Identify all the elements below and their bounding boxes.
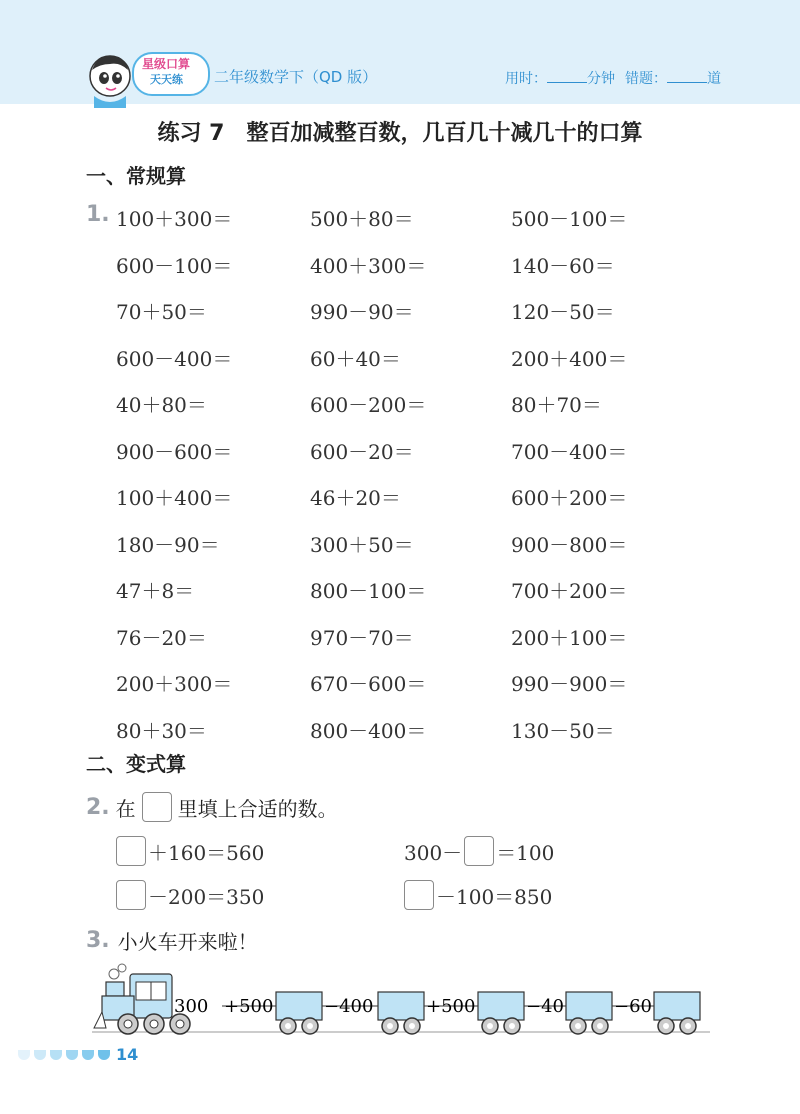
answer-box-4[interactable] [404, 880, 434, 910]
equation-4-text: －100＝850 [436, 884, 553, 909]
problem-r7-c2: 46＋20＝ [310, 486, 401, 510]
time-error-record [505, 68, 721, 88]
problem-r11-c2: 670－600＝ [310, 672, 427, 696]
page-number: 14 [116, 1045, 139, 1064]
answer-box-1[interactable] [116, 836, 146, 866]
problem-r7-c1: 100＋400＝ [116, 486, 233, 510]
answer-box-2[interactable] [464, 836, 494, 866]
equation-4 [404, 880, 552, 910]
problem-r5-c1: 40＋80＝ [116, 393, 207, 417]
errors-blank[interactable] [667, 70, 707, 83]
equation-2-text-before: 300－ [404, 840, 463, 865]
problem-r12-c2: 800－400＝ [310, 718, 427, 743]
question-1-number: 1. [86, 202, 110, 227]
problem-r1-c1: 100＋300＝ [116, 207, 233, 231]
question-3-number: 3. [86, 928, 110, 953]
problem-r5-c3: 80＋70＝ [511, 393, 602, 417]
problem-r12-c1: 80＋30＝ [116, 718, 207, 743]
problem-r9-c3: 700＋200＝ [511, 579, 628, 603]
answer-box-3[interactable] [116, 880, 146, 910]
problem-r1-c2: 500＋80＝ [310, 207, 414, 231]
train-car-4 [566, 992, 612, 1034]
page-title: 练习 7 整百加减整百数，几百几十减几十的口算 [157, 121, 643, 146]
problem-r3-c3: 120－50＝ [511, 300, 615, 324]
train-label-6: −60 [614, 996, 652, 1017]
train-car-3 [478, 992, 524, 1034]
time-blank[interactable] [547, 70, 587, 83]
train-car-1 [276, 992, 322, 1034]
problem-r9-c2: 800－100＝ [310, 579, 427, 603]
problem-r3-c1: 70＋50＝ [116, 300, 207, 324]
problem-r2-c3: 140－60＝ [511, 253, 615, 278]
problem-r8-c1: 180－90＝ [116, 532, 220, 557]
question-3-text: 小火车开来啦！ [117, 930, 258, 954]
problem-r11-c1: 200＋300＝ [116, 672, 233, 696]
problem-r7-c3: 600＋200＝ [511, 486, 628, 510]
time-unit: 分钟 [587, 71, 615, 87]
problem-r9-c1: 47＋8＝ [116, 579, 195, 603]
equation-2 [404, 836, 554, 866]
problem-r4-c3: 200＋400＝ [511, 346, 628, 371]
equation-3-text: －200＝350 [148, 884, 265, 909]
equation-2-text-after: ＝100 [496, 840, 555, 865]
question-2-text-before: 在 [115, 796, 136, 821]
section-heading-1: 一、常规算 [86, 164, 186, 188]
problem-r2-c2: 400＋300＝ [310, 253, 427, 278]
section-heading-2: 二、变式算 [86, 752, 186, 776]
problem-r5-c2: 600－200＝ [310, 393, 427, 417]
question-2-text-after: 里填上合适的数。 [177, 796, 338, 821]
question-2-prompt [86, 792, 338, 822]
equation-1 [116, 836, 264, 866]
question-3-prompt [86, 926, 258, 955]
problem-r6-c3: 700－400＝ [511, 439, 628, 464]
problem-r8-c3: 900－800＝ [511, 532, 628, 557]
train-label-5: −40 [526, 996, 564, 1017]
train-label-4: +500 [426, 996, 476, 1017]
footer-decoration [18, 1050, 110, 1060]
problem-r10-c2: 970－70＝ [310, 625, 414, 650]
problem-r6-c2: 600－20＝ [310, 439, 414, 464]
time-label: 用时： [505, 71, 547, 87]
equation-1-text: ＋160＝560 [148, 840, 265, 865]
train-label-3: −400 [324, 996, 374, 1017]
problem-r10-c1: 76－20＝ [116, 625, 207, 650]
example-answer-box [142, 792, 172, 822]
errors-unit: 道 [707, 71, 721, 87]
errors-label: 错题： [625, 71, 667, 87]
question-2-number: 2. [86, 794, 110, 820]
problem-r4-c1: 600－400＝ [116, 346, 233, 371]
logo-line1: 星级口算 [142, 57, 191, 71]
problem-r10-c3: 200＋100＝ [511, 625, 628, 650]
problem-r8-c2: 300＋50＝ [310, 532, 414, 557]
problem-r3-c2: 990－90＝ [310, 300, 414, 324]
train-illustration [92, 962, 710, 1044]
problem-r1-c3: 500－100＝ [511, 207, 628, 231]
problem-r2-c1: 600－100＝ [116, 253, 233, 278]
problem-r12-c3: 130－50＝ [511, 718, 615, 743]
train-car-2 [378, 992, 424, 1034]
logo-line2: 天天练 [150, 73, 183, 86]
train-car-5 [654, 992, 700, 1034]
train-label-1: 300 [174, 996, 209, 1017]
problem-r4-c2: 60＋40＝ [310, 346, 401, 371]
problem-r6-c1: 900－600＝ [116, 439, 233, 464]
grade-label: 二年级数学下（QD 版） [214, 68, 378, 86]
problem-r11-c3: 990－900＝ [511, 672, 628, 696]
equation-3 [116, 880, 264, 910]
train-label-2: +500 [224, 996, 274, 1017]
